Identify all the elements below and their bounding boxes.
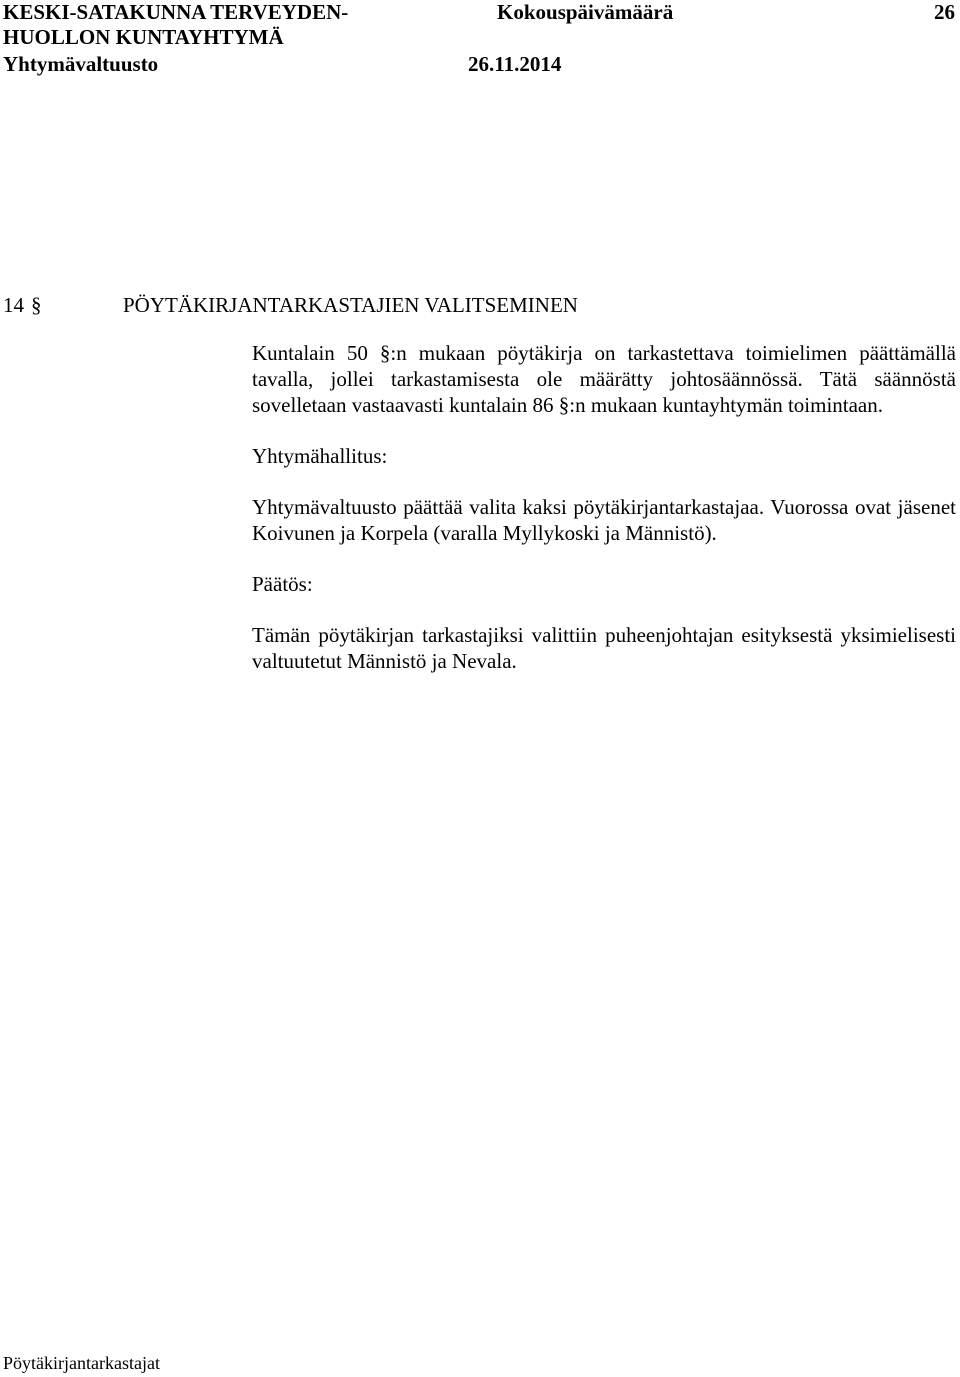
section-content: [252, 340, 956, 674]
footer-label: Pöytäkirjantarkastajat: [3, 1353, 160, 1373]
board-heading: Yhtymähallitus:: [252, 444, 388, 468]
board-proposal-paragraph: Yhtymävaltuusto päättää valita kaksi pöytäkirjantarkastajaa. Vuorossa ovat jäsenet Koivunen ja Korpela (varalla Myllykoski ja Männistö).: [252, 495, 956, 545]
header-organization: [3, 0, 348, 50]
header-page-number: 26: [934, 0, 955, 24]
header-date-label: Kokouspäivämäärä: [497, 0, 674, 24]
decision-heading: Päätös:: [252, 572, 313, 596]
header-body-name: Yhtymävaltuusto: [3, 52, 159, 76]
section-heading: [3, 292, 578, 318]
section-number: 14: [3, 293, 24, 317]
header-organization-line1: KESKI-SATAKUNNA TERVEYDEN-: [3, 0, 349, 24]
section-symbol: §: [31, 293, 42, 317]
decision-paragraph: Tämän pöytäkirjan tarkastajiksi valittiin puheenjohtajan esityksestä yksimielisesti valtuutetut Männistö ja Nevala.: [252, 623, 956, 673]
section-title: PÖYTÄKIRJANTARKASTAJIEN VALITSEMINEN: [123, 293, 578, 317]
header-organization-line2: HUOLLON KUNTAYHTYMÄ: [3, 25, 284, 49]
header-date: 26.11.2014: [468, 52, 562, 76]
intro-paragraph: Kuntalain 50 §:n mukaan pöytäkirja on tarkastettava toimielimen päättämällä tavalla, jollei tarkastamisesta ole määrätty johtosäännössä. Tätä säännöstä sovelletaan vastaavasti kuntalain 86 §:n mukaan kuntayhtymän toimintaan.: [252, 341, 956, 417]
